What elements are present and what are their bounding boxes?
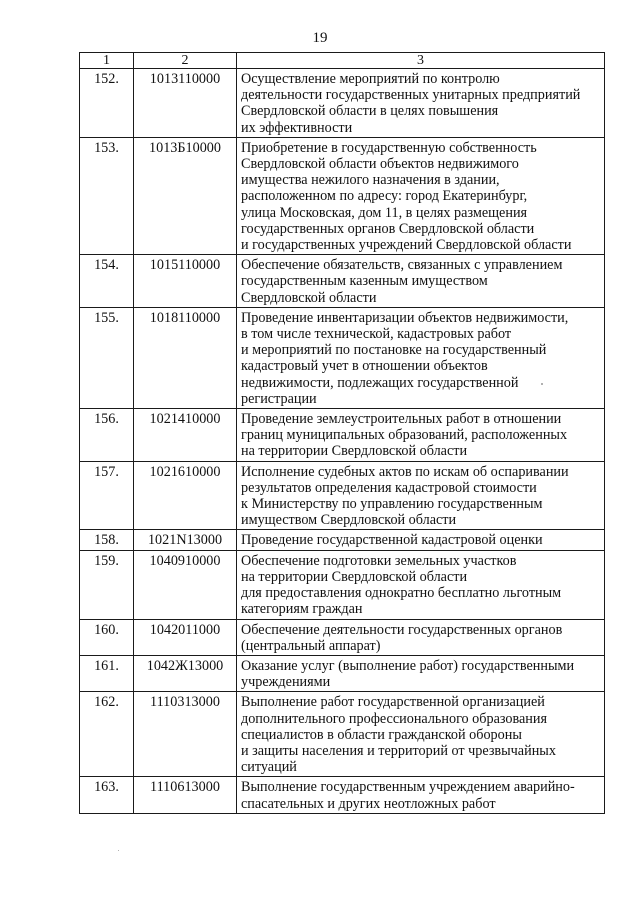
row-number: 163. <box>80 777 134 813</box>
description-line: учреждениями <box>241 674 331 691</box>
description <box>237 461 605 530</box>
description-line: их эффективности <box>241 119 353 136</box>
description-line: и мероприятий по постановке на государственный <box>241 342 547 359</box>
budget-code: 1110313000 <box>134 692 237 777</box>
scan-speck <box>541 383 543 385</box>
description-line: дополнительного профессионального образования <box>241 710 548 727</box>
description-line: Обеспечение обязательств, связанных с управлением <box>241 257 563 274</box>
table-row <box>80 530 605 550</box>
description-line: результатов определения кадастровой стоимости <box>241 479 537 496</box>
description-line: имущества нежилого назначения в здании, <box>241 172 500 189</box>
row-number: 152. <box>80 69 134 138</box>
header-col-2: 2 <box>134 53 237 69</box>
description-line: Выполнение государственным учреждением аварийно- <box>241 779 575 796</box>
description-line: Выполнение работ государственной организацией <box>241 694 545 711</box>
header-col-3: 3 <box>237 53 605 69</box>
table-header-row <box>80 53 605 69</box>
description-line: государственным казенным имуществом <box>241 273 488 290</box>
description-line: и защиты населения и территорий от чрезвычайных <box>241 742 556 759</box>
header-col-1: 1 <box>80 53 134 69</box>
budget-code: 1021410000 <box>134 409 237 462</box>
scan-speck <box>118 850 119 851</box>
description <box>237 619 605 655</box>
row-number: 161. <box>80 655 134 691</box>
description-line: Осуществление мероприятий по контролю <box>241 71 500 87</box>
description-line: улица Московская, дом 11, в целях размещения <box>241 204 528 221</box>
budget-code: 1021610000 <box>134 461 237 530</box>
description <box>237 777 605 813</box>
budget-codes-table <box>79 52 605 814</box>
description-line: Оказание услуг (выполнение работ) государственными <box>241 657 575 674</box>
row-number: 160. <box>80 619 134 655</box>
row-number: 156. <box>80 409 134 462</box>
description-line: имуществом Свердловской области <box>241 512 457 529</box>
description <box>237 655 605 691</box>
description <box>237 550 605 619</box>
row-number: 155. <box>80 307 134 408</box>
description-line: Свердловской области <box>241 289 377 306</box>
table-row <box>80 69 605 138</box>
description-line: границ муниципальных образований, расположенных <box>241 427 568 444</box>
row-number: 158. <box>80 530 134 550</box>
description-line: в том числе технической, кадастровых работ <box>241 326 512 343</box>
table-row <box>80 777 605 813</box>
description-line: кадастровый учет в отношении объектов <box>241 358 488 375</box>
description <box>237 255 605 308</box>
description-line: недвижимости, подлежащих государственной <box>241 374 519 391</box>
table-row <box>80 409 605 462</box>
budget-code: 1110613000 <box>134 777 237 813</box>
budget-code: 1042Ж13000 <box>134 655 237 691</box>
page-number: 19 <box>312 30 328 46</box>
table-row <box>80 655 605 691</box>
description-line: категориям граждан <box>241 601 363 618</box>
row-number: 162. <box>80 692 134 777</box>
description-line: Приобретение в государственную собственность <box>241 139 537 156</box>
description-line: Исполнение судебных актов по искам об оспаривании <box>241 463 569 480</box>
description-line: Проведение государственной кадастровой оценки <box>241 532 543 549</box>
budget-code: 1015110000 <box>134 255 237 308</box>
description-line: Свердловской области объектов недвижимого <box>241 156 519 173</box>
table-row <box>80 307 605 408</box>
budget-code: 1013110000 <box>134 69 237 138</box>
budget-code: 1013Б10000 <box>134 137 237 254</box>
description-line: на территории Свердловской области <box>241 443 468 460</box>
description <box>237 137 605 254</box>
description-line: Свердловской области в целях повышения <box>241 103 499 120</box>
description-line: Проведение инвентаризации объектов недвижимости, <box>241 309 569 326</box>
table-row <box>80 692 605 777</box>
table-row <box>80 255 605 308</box>
description-line: государственных органов Свердловской области <box>241 220 535 237</box>
description-line: Обеспечение деятельности государственных органов <box>241 621 563 638</box>
description <box>237 307 605 408</box>
table-row <box>80 461 605 530</box>
budget-code: 1040910000 <box>134 550 237 619</box>
description <box>237 530 605 550</box>
description-line: и государственных учреждений Свердловской области <box>241 237 572 254</box>
budget-code: 1018110000 <box>134 307 237 408</box>
description <box>237 692 605 777</box>
description-line: (центральный аппарат) <box>241 637 381 654</box>
description <box>237 409 605 462</box>
description <box>237 69 605 138</box>
description-line: специалистов в области гражданской обороны <box>241 726 522 743</box>
description-line: на территории Свердловской области <box>241 568 468 585</box>
description-line: спасательных и других неотложных работ <box>241 795 496 812</box>
description-line: к Министерству по управлению государственным <box>241 496 543 513</box>
description-line: Обеспечение подготовки земельных участков <box>241 552 517 569</box>
row-number: 153. <box>80 137 134 254</box>
table-row <box>80 137 605 254</box>
row-number: 159. <box>80 550 134 619</box>
budget-code: 1021N13000 <box>134 530 237 550</box>
table-row <box>80 619 605 655</box>
description-line: для предоставления однократно бесплатно льготным <box>241 585 562 602</box>
budget-code: 1042011000 <box>134 619 237 655</box>
description-line: ситуаций <box>241 759 297 776</box>
description-line: регистрации <box>241 390 317 407</box>
description-line: Проведение землеустроительных работ в отношении <box>241 411 562 428</box>
table-row <box>80 550 605 619</box>
description-line: расположенном по адресу: город Екатеринбург, <box>241 188 528 205</box>
row-number: 157. <box>80 461 134 530</box>
row-number: 154. <box>80 255 134 308</box>
description-line: деятельности государственных унитарных предприятий <box>241 87 581 104</box>
